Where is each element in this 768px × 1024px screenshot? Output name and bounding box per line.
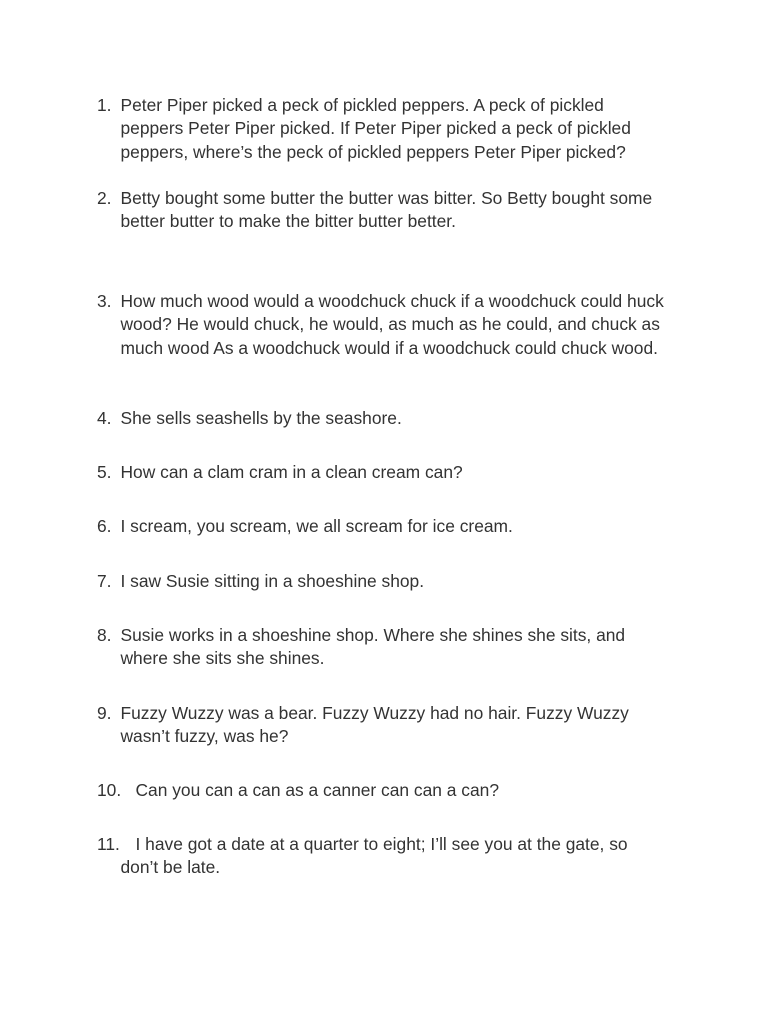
list-item-number: 4. <box>97 408 112 428</box>
list-item <box>97 407 667 430</box>
list-item-text: She sells seashells by the seashore. <box>120 408 402 428</box>
list-item <box>97 515 667 538</box>
list-item-text: Can you can a can as a canner can can a can? <box>135 780 500 800</box>
list-item-text: How much wood would a woodchuck chuck if a woodchuck could huck wood? He would chuck, he would, as much as he could, and chuck as much wood As a woodchuck would if a woodchuck could chuck wood. <box>120 291 664 358</box>
list-item-number: 8. <box>97 625 112 645</box>
list-item-number: 2. <box>97 188 112 208</box>
list-item-number: 11. <box>97 834 120 854</box>
list-item <box>97 702 667 749</box>
list-item <box>97 461 667 484</box>
list-item-text: Peter Piper picked a peck of pickled peppers. A peck of pickled peppers Peter Piper picked. If Peter Piper picked a peck of pickled peppers, where’s the peck of pickled peppers Peter Piper picked? <box>120 95 631 162</box>
list-item-number: 5. <box>97 462 112 482</box>
list-item-number: 10. <box>97 780 122 800</box>
list-item-number: 3. <box>97 291 112 311</box>
list-item <box>97 624 667 671</box>
list-item-number: 1. <box>97 95 112 115</box>
list-item <box>97 833 667 880</box>
list-item <box>97 94 667 164</box>
list-item-text: How can a clam cram in a clean cream can? <box>120 462 463 482</box>
list-item <box>97 187 667 234</box>
list-item <box>97 570 667 593</box>
list-item-number: 9. <box>97 703 112 723</box>
list-item <box>97 290 667 360</box>
list-item-text: I scream, you scream, we all scream for ice cream. <box>120 516 513 536</box>
list-item-number: 6. <box>97 516 112 536</box>
list-item-text: I saw Susie sitting in a shoeshine shop. <box>120 571 425 591</box>
list-item-text: Fuzzy Wuzzy was a bear. Fuzzy Wuzzy had no hair. Fuzzy Wuzzy wasn’t fuzzy, was he? <box>120 703 629 747</box>
list-item <box>97 779 667 802</box>
list-item-text: Betty bought some butter the butter was bitter. So Betty bought some better butter to make the bitter butter better. <box>120 188 653 232</box>
list-item-number: 7. <box>97 571 112 591</box>
list-item-text: I have got a date at a quarter to eight; I’ll see you at the gate, so don’t be late. <box>120 834 628 878</box>
list-item-text: Susie works in a shoeshine shop. Where she shines she sits, and where she sits she shines. <box>120 625 626 669</box>
